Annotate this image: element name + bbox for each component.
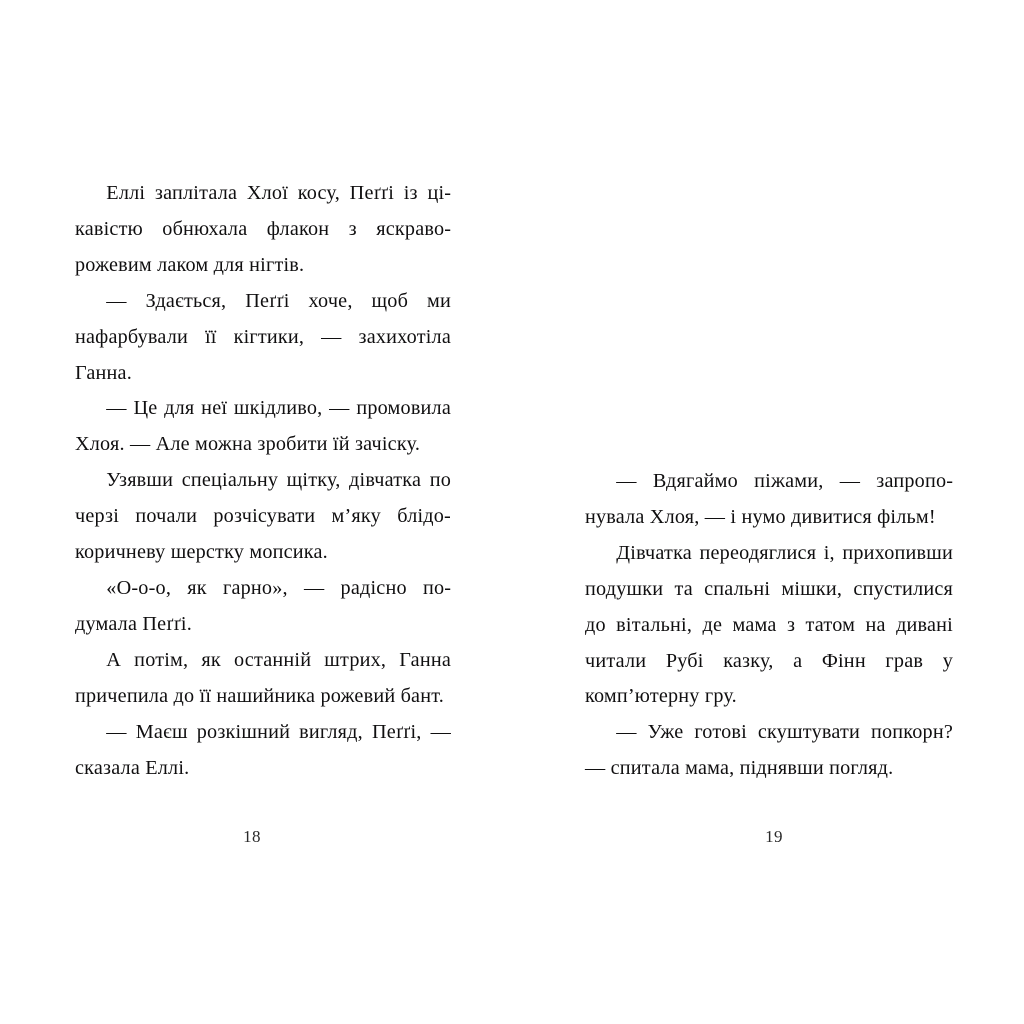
left-page-text-column — [75, 176, 451, 786]
paragraph: «О-о-о, як гарно», — радісно подумала Пеґґі. — [75, 576, 451, 635]
paragraph: — Це для неї шкідливо, — промовила Хлоя. — Але можна зробити їй зачіску. — [75, 397, 451, 456]
paragraph: Узявши спеціальну щітку, дівчатка по черзі почали розчісувати м’яку блідо-коричневу шерстку мопсика. — [75, 469, 451, 564]
paragraph: — Здається, Пеґґі хоче, щоб ми нафарбували її кігтики, — захихотіла Ганна. — [75, 289, 451, 384]
page-number-right: 19 — [765, 827, 783, 846]
page-number-left: 18 — [243, 827, 261, 846]
paragraph: А потім, як останній штрих, Ганна причепила до її нашийника рожевий бант. — [75, 648, 451, 707]
right-page-text-column — [585, 464, 953, 787]
paragraph: Дівчатка переодяглися і, прихопивши подушки та спальні мішки, спустилися до вітальні, де мама з татом на дивані читали Рубі казку, а Фінн грав у комп’ютерну гру. — [585, 541, 953, 708]
paragraph: — Маєш розкішний вигляд, Пеґґі, — сказала Еллі. — [75, 720, 451, 779]
paragraph: — Вдягаймо піжами, — запропонувала Хлоя, — і нумо дивитися фільм! — [585, 470, 953, 528]
paragraph: Еллі заплітала Хлої косу, Пеґґі із цікавістю обнюхала флакон з яскраворожевим лаком для нігтів. — [75, 182, 451, 276]
paragraph: — Уже готові скуштувати попкорн? — спитала мама, піднявши погляд. — [585, 721, 953, 780]
page-right — [512, 0, 1024, 1024]
